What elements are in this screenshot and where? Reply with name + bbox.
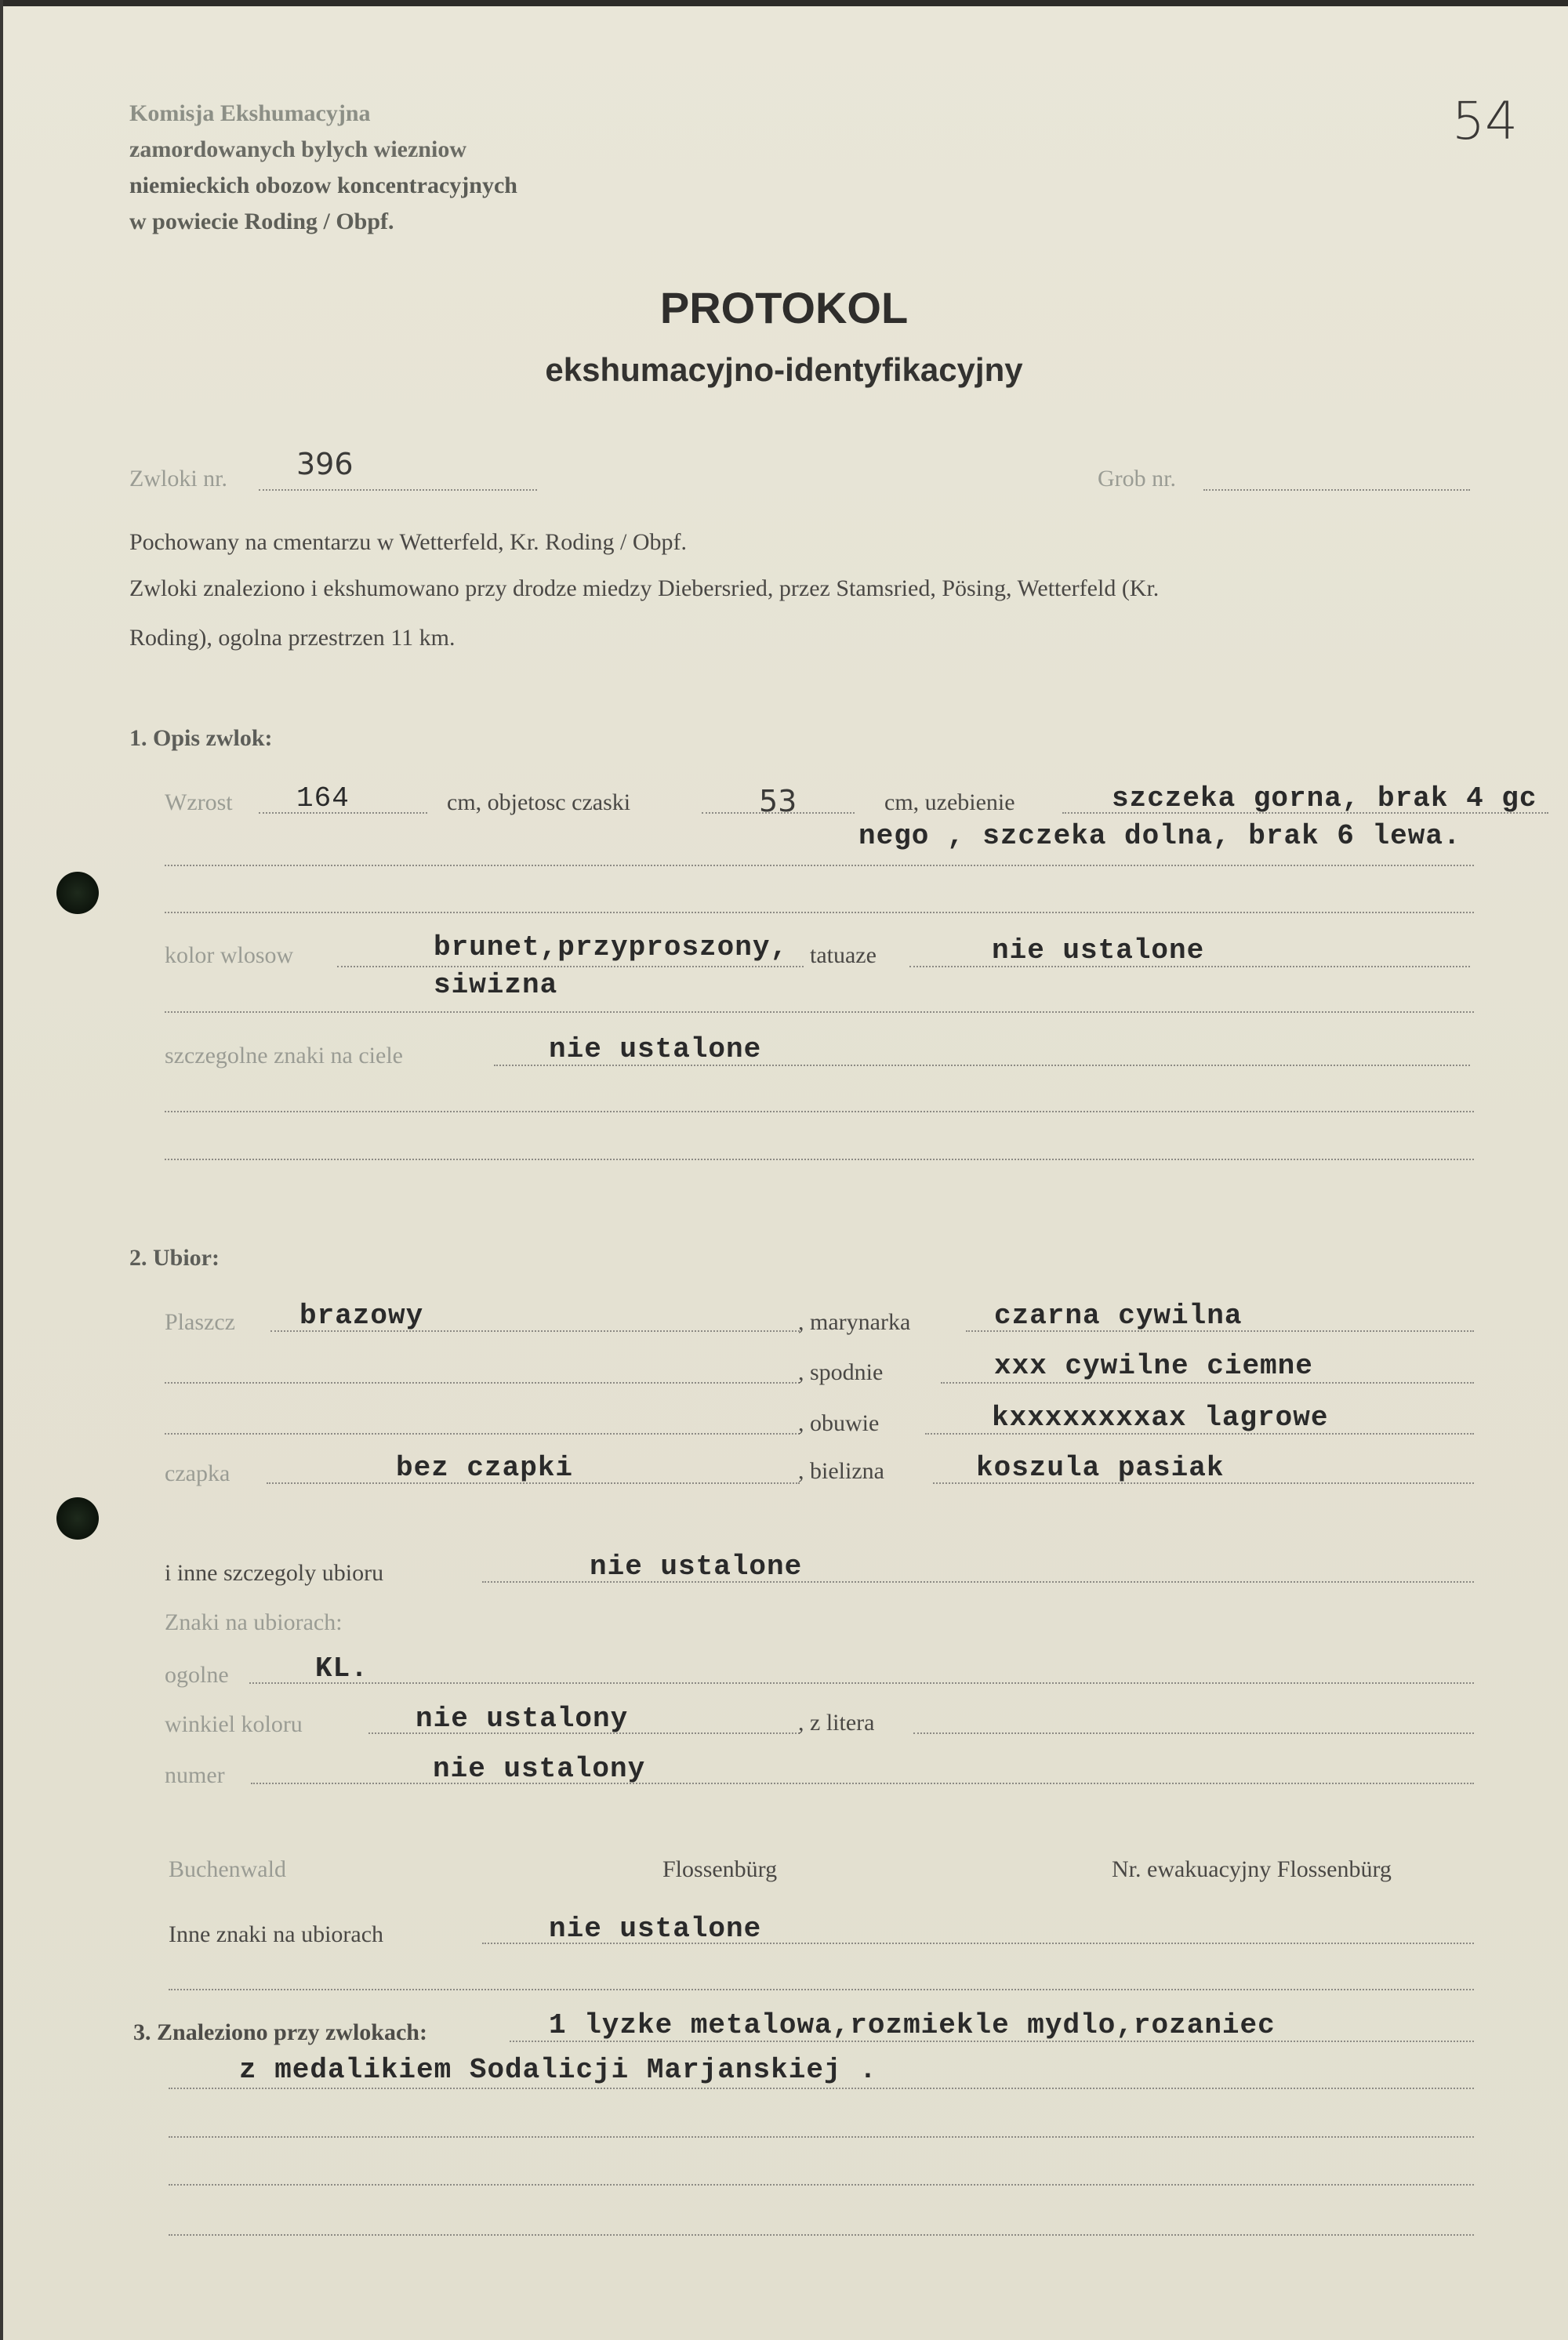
numer-label: numer [165, 1762, 225, 1788]
bielizna-value: koszula pasiak [976, 1452, 1225, 1484]
inne-znaki-line-2 [169, 1989, 1474, 1990]
header-line-4: w powiecie Roding / Obpf. [129, 209, 394, 234]
znaleziono-value-1: 1 lyzke metalowa,rozmiekle mydlo,rozaniec [549, 2009, 1276, 2041]
obuwie-label: , obuwie [798, 1410, 880, 1436]
kolor-label: kolor wlosow [165, 942, 294, 968]
inne-znaki-value: nie ustalone [549, 1913, 762, 1945]
section-2-heading: 2. Ubior: [129, 1245, 220, 1271]
tatuaze-value: nie ustalone [992, 934, 1205, 967]
czapka-label: czapka [165, 1460, 230, 1486]
litera-label: , z litera [798, 1710, 875, 1736]
marynarka-value: czarna cywilna [994, 1300, 1243, 1332]
znaki-value: nie ustalone [549, 1033, 762, 1065]
spodnie-line [941, 1382, 1474, 1384]
znaki-label: szczegolne znaki na ciele [165, 1043, 403, 1068]
kolor-line-2 [165, 1011, 1474, 1013]
flossenburg-label: Flossenbürg [662, 1856, 778, 1882]
ubior-line-3 [165, 1433, 800, 1435]
document-title: PROTOKOL [659, 283, 909, 332]
obuwie-value: kxxxxxxxxax lagrowe [992, 1402, 1329, 1434]
winkiel-label: winkiel koloru [165, 1711, 303, 1737]
zwloki-label: Zwloki nr. [129, 466, 227, 492]
punch-hole-bottom [56, 1497, 99, 1540]
intro-line-1: Pochowany na cmentarzu w Wetterfeld, Kr. Roding / Obpf. [129, 529, 688, 555]
litera-line [913, 1732, 1474, 1734]
winkiel-value: nie ustalony [416, 1703, 629, 1735]
punch-hole-top [56, 872, 99, 914]
ubior-line-2 [165, 1382, 800, 1384]
znaleziono-value-2: z medalikiem Sodalicji Marjanskiej . [239, 2054, 877, 2086]
grob-label: Grob nr. [1098, 466, 1176, 492]
znaki-na-ubiorach-heading: Znaki na ubiorach: [165, 1609, 343, 1635]
numer-value: nie ustalony [433, 1753, 646, 1785]
uzebienie-value-1: szczeka gorna, brak 4 gc [1112, 782, 1537, 814]
document-subtitle: ekshumacyjno-identyfikacyjny [545, 351, 1023, 388]
section-1-heading: 1. Opis zwlok: [129, 725, 273, 751]
header-line-3: niemieckich obozow koncentracyjnych [129, 172, 517, 198]
ogolne-label: ogolne [165, 1662, 229, 1688]
inne-znaki-label: Inne znaki na ubiorach [169, 1921, 384, 1947]
znaki-line-3 [165, 1159, 1474, 1160]
znaki-line-2 [165, 1111, 1474, 1112]
uzebienie-label: cm, uzebienie [884, 789, 1015, 815]
zwloki-line [259, 489, 537, 491]
ewakuacyjny-label: Nr. ewakuacyjny Flossenbürg [1112, 1856, 1392, 1882]
tatuaze-label: tatuaze [810, 942, 877, 968]
spodnie-value: xxx cywilne ciemne [994, 1350, 1313, 1382]
opis-line-2 [165, 865, 1474, 866]
uzebienie-value-2: nego , szczeka dolna, brak 6 lewa. [858, 820, 1461, 852]
header-line-1: Komisja Ekshumacyjna [129, 100, 371, 126]
wzrost-value: 164 [296, 782, 350, 814]
intro-line-2: Zwloki znaleziono i ekshumowano przy drodze miedzy Diebersried, przez Stamsried, Pösing, Wetterfeld (Kr. [129, 575, 1160, 601]
znaleziono-line-2 [169, 2088, 1474, 2089]
znaleziono-line-5 [169, 2234, 1474, 2236]
wzrost-label: Wzrost [165, 789, 233, 815]
header-line-2: zamordowanych bylych wiezniow [129, 136, 466, 162]
buchenwald-label: Buchenwald [169, 1856, 286, 1882]
marynarka-label: , marynarka [798, 1309, 911, 1335]
bielizna-label: , bielizna [798, 1458, 884, 1484]
intro-line-3: Roding), ogolna przestrzen 11 km. [129, 625, 456, 651]
plaszcz-value: brazowy [299, 1300, 424, 1332]
inne-szczegoly-label: i inne szczegoly ubioru [165, 1560, 384, 1586]
spodnie-label: , spodnie [798, 1359, 884, 1385]
plaszcz-label: Plaszcz [165, 1309, 235, 1335]
kolor-line [337, 966, 804, 967]
kolor-value-2: siwizna [434, 969, 558, 1001]
czapka-value: bez czapki [396, 1452, 574, 1484]
grob-line [1203, 489, 1470, 491]
kolor-value-1: brunet,przyproszony, [434, 931, 789, 963]
ogolne-line [249, 1682, 1474, 1684]
inne-szczegoly-value: nie ustalone [590, 1551, 803, 1583]
page-number: 54 [1452, 91, 1518, 151]
objetosc-label: cm, objetosc czaski [447, 789, 631, 815]
section-3-heading: 3. Znaleziono przy zwlokach: [133, 2019, 427, 2045]
zwloki-value: 396 [296, 447, 354, 481]
znaleziono-line-3 [169, 2136, 1474, 2138]
znaleziono-line-4 [169, 2184, 1474, 2186]
objetosc-value: 53 [759, 784, 797, 818]
opis-line-3 [165, 912, 1474, 913]
ogolne-value: KL. [315, 1653, 368, 1685]
scan-top-edge [0, 0, 1568, 6]
